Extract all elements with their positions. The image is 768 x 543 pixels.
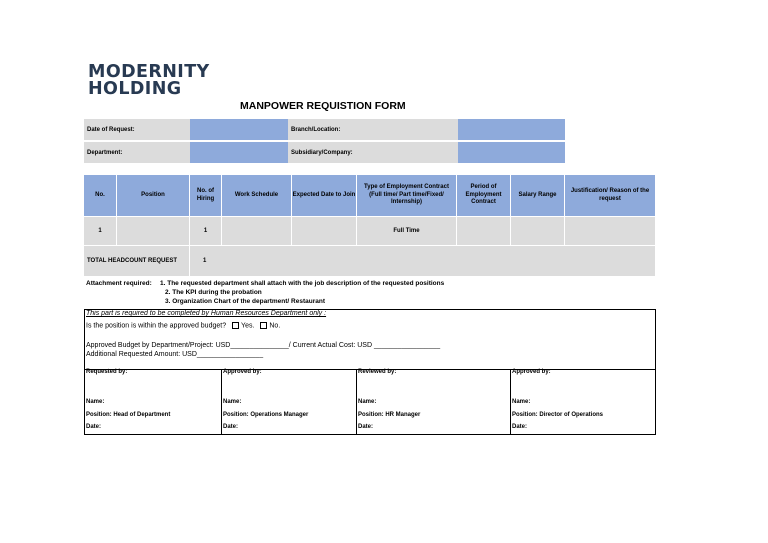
total-headcount-label: TOTAL HEADCOUNT REQUEST — [84, 246, 189, 276]
row-no: 1 — [84, 217, 116, 245]
branch-location-field[interactable] — [458, 119, 565, 140]
header-expected-date: Expected Date to Join — [292, 175, 356, 216]
header-justification: Justification/ Reason of the request — [565, 175, 655, 216]
requested-by-name: Name: — [86, 399, 105, 405]
row-position[interactable] — [117, 217, 189, 245]
row-hiring[interactable]: 1 — [190, 217, 221, 245]
approved-by-2-position: Position: Director of Operations — [512, 412, 604, 418]
requested-by-position: Position: Head of Department — [86, 412, 171, 418]
row-period[interactable] — [457, 217, 510, 245]
attachment-item-3: 3. Organization Chart of the department/ Restaurant — [165, 298, 325, 305]
no-label: No. — [269, 322, 281, 330]
row-schedule[interactable] — [222, 217, 291, 245]
approved-by-2-name: Name: — [512, 399, 531, 405]
header-salary-range: Salary Range — [511, 175, 564, 216]
date-of-request-label: Date of Request: — [84, 119, 190, 140]
header-no-of-hiring: No. of Hiring — [190, 175, 221, 216]
header-employment-type: Type of Employment Contract (Full time/ Part time/Fixed/ Internship) — [357, 175, 456, 216]
reviewed-by-date: Date: — [358, 424, 374, 430]
reviewed-by-title: Reviewed by: — [358, 369, 397, 375]
department-field[interactable] — [190, 142, 288, 163]
additional-amount-line: Additional Requested Amount: USD_________________ — [86, 351, 264, 358]
reviewed-by-position: Position: HR Manager — [358, 412, 421, 418]
approved-budget-line: Approved Budget by Department/Project: USD_______________/ Current Actual Cost: USD _________________ — [86, 342, 441, 349]
reviewed-by-name: Name: — [358, 399, 377, 405]
approved-by-1-title: Approved by: — [223, 369, 262, 375]
subsidiary-company-field[interactable] — [458, 142, 565, 163]
signature-col-divider-3 — [510, 369, 511, 435]
row-justification[interactable] — [565, 217, 655, 245]
logo-line-1: MODERNITY — [88, 62, 210, 82]
no-checkbox[interactable] — [260, 322, 267, 329]
budget-question-text: Is the position is within the approved budget? — [86, 322, 227, 330]
row-employment-type[interactable]: Full Time — [357, 217, 456, 245]
signature-col-divider-1 — [221, 369, 222, 435]
header-no: No. — [84, 175, 116, 216]
header-work-schedule: Work Schedule — [222, 175, 291, 216]
approved-by-1-position: Position: Operations Manager — [223, 412, 309, 418]
form-title: MANPOWER REQUISTION FORM — [240, 100, 406, 112]
approved-by-1-date: Date: — [223, 424, 239, 430]
approved-by-2-date: Date: — [512, 424, 528, 430]
header-period: Period of Employment Contract — [457, 175, 510, 216]
date-of-request-field[interactable] — [190, 119, 288, 140]
budget-question — [86, 322, 280, 329]
total-headcount-value: 1 — [190, 246, 655, 276]
hr-only-note: This part is required to be completed by Human Resources Department only : — [86, 310, 327, 317]
attachment-item-2: 2. The KPI during the probation — [165, 289, 262, 296]
requested-by-date: Date: — [86, 424, 102, 430]
header-position: Position — [117, 175, 189, 216]
requested-by-title: Requested by: — [86, 369, 128, 375]
branch-location-label: Branch/Location: — [288, 119, 458, 140]
signature-col-divider-2 — [356, 369, 357, 435]
department-label: Department: — [84, 142, 190, 163]
row-salary[interactable] — [511, 217, 564, 245]
row-expected-date[interactable] — [292, 217, 356, 245]
yes-checkbox[interactable] — [232, 322, 239, 329]
attachment-item-1: 1. The requested department shall attach with the job description of the requested positions — [160, 280, 445, 287]
yes-label: Yes. — [241, 322, 255, 330]
logo-line-2: HOLDING — [88, 79, 182, 99]
approved-by-2-title: Approved by: — [512, 369, 551, 375]
company-logo — [88, 64, 210, 98]
attachment-label: Attachment required: — [86, 280, 152, 287]
subsidiary-company-label: Subsidiary/Company: — [288, 142, 458, 163]
approved-by-1-name: Name: — [223, 399, 242, 405]
